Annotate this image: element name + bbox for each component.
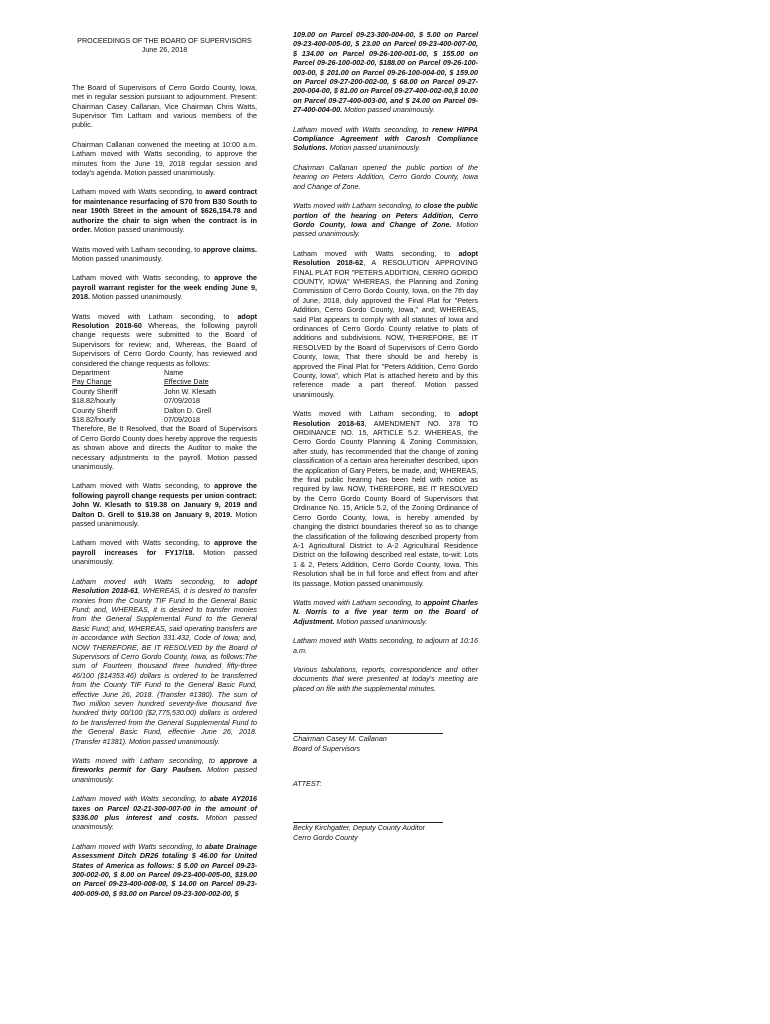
paragraph-award-contract: Latham moved with Watts seconding, to award contract for maintenance resurfacing of S70 from B30 South to near 190th Street in the amount of $626,154.78 and authorize the chair to sign when the contract is in order. Motion passed unanimously. (72, 187, 257, 235)
paragraph-resolution-60: Watts moved with Latham seconding, to adopt Resolution 2018-60 Whereas, the following payroll change requests were submitted to the Board of Supervisors for review; and, Whereas, the Board of Supervisors of Cerro Gordo County, has reviewed and considered the change requests as follows: Department Name Pay Change Effective Date County Sheriff John W. Klesath $18.82/hourly 07/09/2018 County Sheriff Dalton D. Grell $18.82/hourly 07/09/2018 Therefore, Be It Resolved, that the Board of Supervisors of Cerro Gordo County does hereby approve the requests as shown above and directs the Auditor to make the necessary adjustments to the payroll. Motion passed unanimously. (72, 311, 257, 472)
paragraph-intro: The Board of Supervisors of Cerro Gordo County, Iowa, met in regular session pursuant to adjournment. Present: Chairman Casey Callanan, Vice Chairman Chris Watts, Supervisor Tim Latham and various members of the public. (72, 82, 257, 130)
paragraph-resolution-63: Watts moved with Latham seconding, to adopt Resolution 2018-63, AMENDMENT NO. 378 TO ORDINANCE NO. 15, ARTICLE 5.2. WHEREAS, the Cerro Gordo County Planning & Zoning Commission, after study, has recommended that the change of zoning classification of a certain area hereinafter described, upon the application of Gary Peters, be made, and; WHEREAS, the final public hearing has been held with notice as required by law. NOW, THEREFORE, BE IT RESOLVED by the Cerro Gordo County Board of Supervisors that Ordinance No. 15, Article 5.2, of the Zoning Ordinance of Cerro Gordo County, Iowa, is hereby amended by changing the district boundaries thereof so as to change the classification of the following described property from A-1 Agricultural District to A-2 Agricultural Residence District on the following described real estate, to-wit: Lots 1 & 2, Peters Addition, Cerro Gordo County, Iowa. This Resolution shall be in full force and effect from and after its passage. Motion passed unanimously. (293, 409, 478, 588)
paragraph-adjourn: Latham moved with Watts seconding, to adjourn at 10:16 a.m. (293, 636, 478, 655)
paragraph-drainage-continued: 109.00 on Parcel 09-23-300-004-00, $ 5.00 on Parcel 09-23-400-005-00, $ 23.00 on Parcel 09-23-400-007-00, $ 134.00 on Parcel 09-26-100-001-00, $ 155.00 on Parcel 09-26-100-002-00, $188.00 on Parcel 09-26-100-003-00, $ 201.00 on Parcel 09-26-100-004-00, $ 159.00 on Parcel 09-27-200-002-00, $ 68.00 on Parcel 09-27-200-004-00, $ 81.00 on Parcel 09-27-400-002-00,$ 10.00 on Parcel 09-27-400-003-00, and $ 24.00 on Parcel 09-27-400-004-00. Motion passed unanimously. (293, 30, 478, 115)
table-cell: $18.82/hourly (72, 415, 116, 424)
paragraph-resolution-61: Latham moved with Watts seconding, to adopt Resolution 2018-61, WHEREAS, it is desired to transfer monies from the County TIF Fund to the General Basic Fund; and, WHEREAS, it is desired to transfer monies from the General Supplemental Fund to the General Basic Fund; and, WHEREAS, said operating transfers are in accordance with Section 331.432, Code of Iowa; and, NOW THEREFORE, BE IT RESOLVED by the Board of Supervisors of Cerro Gordo County, Iowa, as follows:The sum of Fourteen thousand three hundred fifty-three 46/100 ($14353.46) dollars is ordered to be transferred from the County TIF Fund to the General Basic Fund, effective June 26, 2018. (Transfer #1380). The sum of Two million seven hundred seventy-five thousand five hundred thirty 00/100 ($2,775,530.00) dollars is ordered to be transferred from the General Supplemental Fund to the General Basic Fund, effective June 26, 2018. (Transfer #1381). Motion passed unanimously. (72, 576, 257, 746)
table-cell: County Sheriff (72, 386, 118, 396)
payroll-change-table (72, 368, 216, 424)
signature-title: Cerro Gordo County (293, 832, 358, 842)
paragraph-various: Various tabulations, reports, correspondence and other documents that were presented at today's meeting are placed on file with the supplemental minutes. (293, 664, 478, 693)
table-cell: $18.82/hourly (72, 396, 116, 406)
table-header: Name (164, 367, 184, 377)
paragraph-approve-claims: Watts moved with Latham seconding, to approve claims. Motion passed unanimously. (72, 244, 257, 263)
paragraph-union-contract: Latham moved with Watts seconding, to approve the following payroll change requests per union contract: John W. Klesath to $19.38 on January 9, 2019 and Dalton D. Grell to $19.38 on January 9, 2019. Motion passed unanimously. (72, 481, 258, 529)
right-column (293, 30, 478, 842)
paragraph-convene: Chairman Callanan convened the meeting at 10:00 a.m. Latham moved with Watts seconding, to approve the minutes from the June 19, 2018 regular session and today's agenda. Motion passed unanimously. (72, 139, 257, 178)
table-header: Pay Change (72, 377, 112, 387)
table-header: Effective Date (164, 377, 209, 387)
attest-label: ATTEST: (293, 779, 322, 788)
table-cell: 07/09/2018 (164, 396, 200, 406)
signature-name: Chairman Casey M. Callanan (293, 734, 387, 744)
paragraph-abate-taxes: Latham moved with Watts seconding, to abate AY2016 taxes on Parcel 02-21-300-007-00 in the amount of $336.00 plus interest and costs. Motion passed unanimously. (72, 794, 257, 832)
table-cell: Dalton D. Grell (164, 405, 212, 415)
document-title: PROCEEDINGS OF THE BOARD OF SUPERVISORS (77, 36, 252, 45)
signature-name: Becky Kirchgatter, Deputy County Auditor (293, 823, 425, 833)
table-cell: John W. Klesath (164, 386, 216, 396)
paragraph-appoint-norris: Watts moved with Latham seconding, to appoint Charles N. Norris to a five year term on the Board of Adjustment. Motion passed unanimously. (293, 597, 478, 626)
paragraph-hearing-close: Watts moved with Latham seconding, to close the public portion of the hearing on Peters Addition, Cerro Gordo County, Iowa and Change of Zone. Motion passed unanimously. (293, 201, 478, 239)
paragraph-payroll-register: Latham moved with Watts seconding, to approve the payroll warrant register for the week ending June 9, 2018. Motion passed unanimously. (72, 273, 258, 302)
signature-title: Board of Supervisors (293, 743, 361, 753)
paragraph-hearing-open: Chairman Callanan opened the public portion of the hearing on Peters Addition, Cerro Gordo County, Iowa and Change of Zone. (293, 162, 478, 191)
left-column (72, 36, 257, 908)
paragraph-abate-drainage: Latham moved with Watts seconding, to abate Drainage Assessment Ditch DR26 totaling $ 46.00 for United States of America as follows: $ 5.00 on Parcel 09-23-300-002-00, $ 8.00 on Parcel 09-23-400-005-00, $19.00 on Parcel 09-23-400-008-00, $ 14.00 on Parcel 09-23-400-009-00, $ 93.00 on Parcel 09-23-300-002-00, $ (72, 841, 257, 898)
paragraph-resolution-62: Latham moved with Watts seconding, to adopt Resolution 2018-62, A RESOLUTION APPROVING FINAL PLAT FOR "PETERS ADDITION, CERRO GORDO COUNTY, IOWA" WHEREAS, the Planning and Zoning Commission of Cerro Gordo County, Iowa, on the 7th day of June, 2018, duly approved the Final Plat for "Peters Addition, Cerro Gordo County, Iowa," and; WHEREAS, said Plat appears to comply with all statutes of Iowa and ordinances of Cerro Gordo County relative to plats of additions and subdivisions. NOW, THEREFORE, BE IT RESOLVED by the Board of Supervisors of Cerro Gordo County, Iowa; That there should be and hereby is approved the Final Plat for "Peters Addition, Cerro Gordo County, Iowa", which Plat is attached hereto and by this reference made a part thereof. Motion passed unanimously. (293, 248, 478, 399)
paragraph-hippa: Latham moved with Watts seconding, to renew HIPPA Compliance Agreement with Carosh Compliance Solutions. Motion passed unanimously. (293, 124, 478, 153)
table-header: Department (72, 367, 110, 377)
paragraph-payroll-increases: Latham moved with Watts seconding, to approve the payroll increases for FY17/18. Motion passed unanimously. (72, 538, 258, 567)
meeting-date: June 26, 2018 (141, 45, 188, 55)
paragraph-fireworks-permit: Watts moved with Latham seconding, to approve a fireworks permit for Gary Paulsen. Motion passed unanimously. (72, 756, 257, 784)
table-cell: County Sheriff (72, 405, 118, 415)
table-cell: 07/09/2018 (164, 415, 200, 424)
document-header (72, 36, 257, 55)
